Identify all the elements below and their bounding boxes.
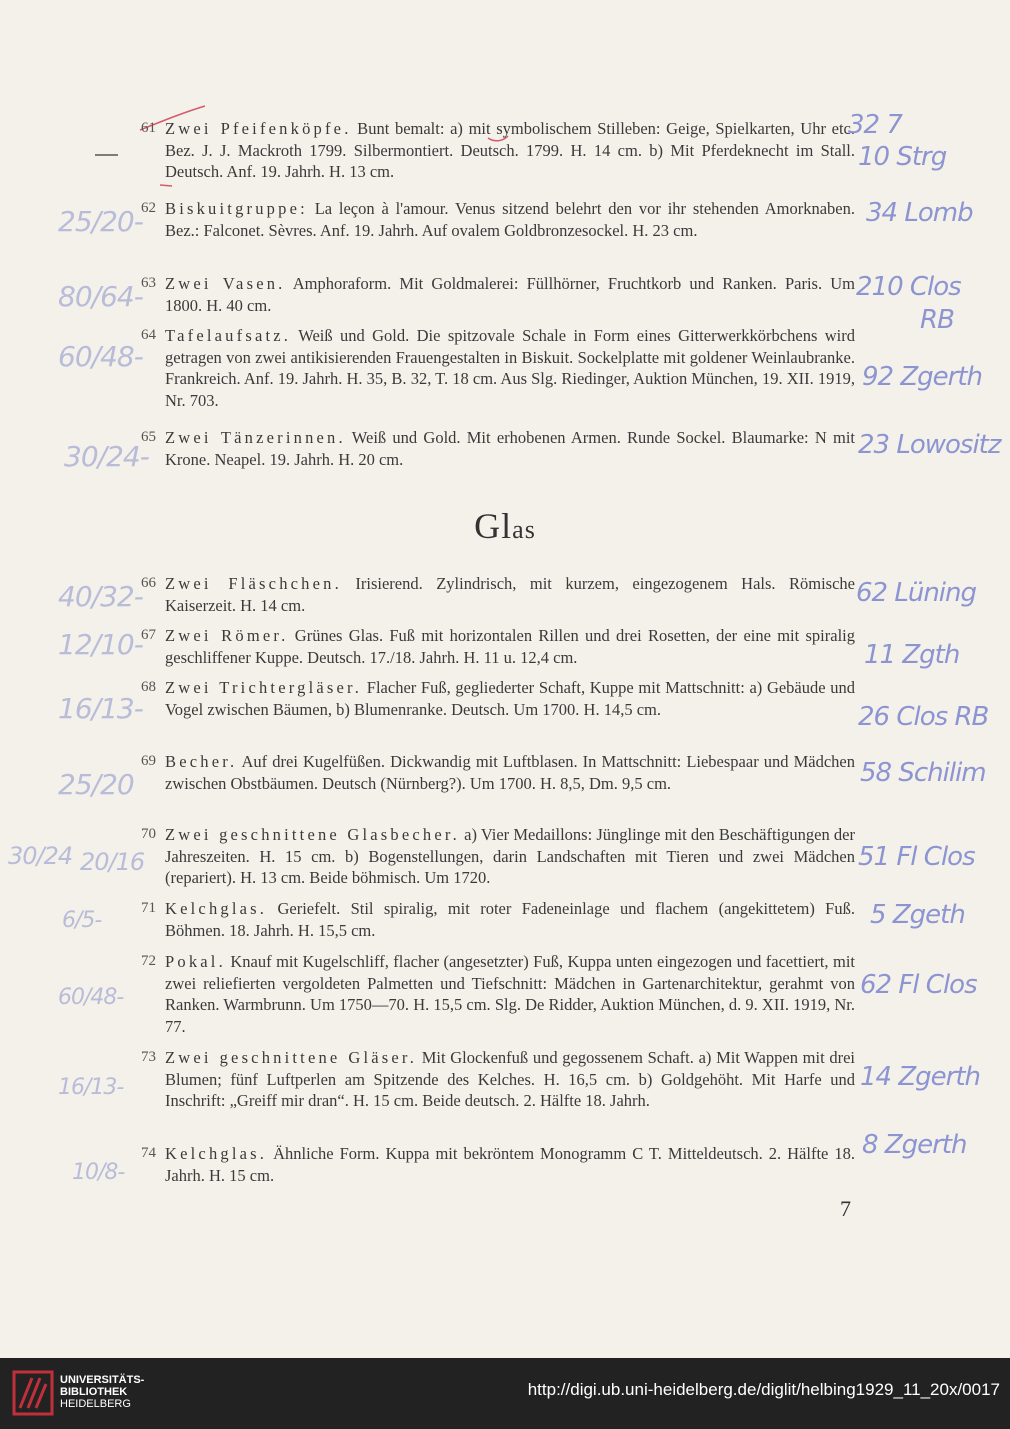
margin-note-right: 26 Clos RB (858, 702, 989, 732)
entry-text: Ähnliche Form. Kuppa mit bekröntem Monogramm C T. Mitteldeutsch. 2. Hälfte 18. Jahrh. H. 15 cm. (165, 1144, 855, 1185)
margin-note-left: 80/64- (58, 280, 143, 313)
entry-65 (141, 427, 855, 470)
entry-text: Weiß und Gold. Die spitzovale Schale in Form eines Gitterwerkkörbchens wird getragen von zwei antikisierenden Frauengestalten in Biskuit. Sockelplatte mit goldener Weinlaubranke. Frankreich. Anf. 19. Jahrh. H. 35, B. 32, T. 18 cm. Aus Slg. Riedinger, Auktion München, 19. XII. 1919, Nr. 703. (165, 326, 855, 410)
margin-note-left: 16/13- (58, 1075, 124, 1100)
entry-number: 68 (141, 679, 156, 695)
margin-note-left: 30/24- (64, 440, 149, 473)
entry-73 (141, 1047, 855, 1112)
entry-title: Zwei Trichtergläser. (165, 678, 363, 697)
entry-66 (141, 573, 855, 616)
entry-61 (141, 118, 855, 183)
margin-note-left: 25/20 (58, 768, 134, 801)
entry-title: Tafelaufsatz. (165, 326, 292, 345)
entry-text: Mit Glockenfuß und gegossenem Schaft. a) Mit Wappen mit drei Blumen; fünf Luftperlen am Spitzende des Kelches. H. 16,5 cm. b) Goldgehöht. Mit Harfe und Inschrift: „Greiff mir dran“. H. 15 cm. Beide deutsch. 2. Hälfte 18. Jahrh. (165, 1048, 855, 1110)
margin-note-left: 60/48- (58, 985, 124, 1010)
entry-text: Irisierend. Zylindrisch, mit kurzem, eingezogenem Hals. Römische Kaiserzeit. H. 14 cm. (165, 574, 855, 615)
entry-text: a) Vier Medaillons: Jünglinge mit den Beschäftigungen der Jahreszeiten. H. 15 cm. b) Bogenstellungen, darin Landschaften mit Tieren und zwei Mädchen (repariert). H. 13 cm. Beide böhmisch. Um 1720. (165, 825, 855, 887)
entry-text: Flacher Fuß, gegliederter Schaft, Kuppe mit Mattschnitt: a) Gebäude und Vogel zwischen Bäumen, b) Blumenranke. Deutsch. Um 1700. H. 14,5 cm. (165, 678, 855, 719)
entry-63 (141, 273, 855, 316)
entry-title: Zwei Vasen. (165, 274, 286, 293)
viewer-footer (0, 1358, 1010, 1429)
margin-note-left: 25/20- (58, 205, 143, 238)
margin-note-right: RB (920, 305, 954, 335)
margin-note-right: 51 Fl Clos (858, 842, 975, 872)
entry-number: 61 (141, 120, 156, 136)
library-name: UNIVERSITÄTS- BIBLIOTHEK HEIDELBERG (60, 1374, 145, 1410)
entry-70 (141, 824, 855, 889)
entry-title: Zwei Fläschchen. (165, 574, 342, 593)
margin-note-right: 5 Zgeth (870, 900, 965, 930)
page-number: 7 (840, 1196, 851, 1221)
entry-number: 64 (141, 327, 156, 343)
margin-note-right: 62 Fl Clos (860, 970, 977, 1000)
entry-title: Kelchglas. (165, 899, 268, 918)
entry-number: 71 (141, 900, 156, 916)
section-heading (0, 505, 1010, 547)
entry-67 (141, 625, 855, 668)
margin-note-left: 16/13- (58, 692, 143, 725)
margin-note-left: 12/10- (58, 628, 143, 661)
entry-text: Knauf mit Kugelschliff, flacher (angesetzter) Fuß, Kuppa unten eingezogen und facettiert, mit zwei reliefierten vergoldeten Palmetten und Tiefschnitt: Mädchen in Gartenarchitektur, gerahmt von Ranken. Warmbrunn. Um 1750—70. H. 15,5 cm. Slg. De Ridder, Auktion München, d. 9. XII. 1919, Nr. 77. (165, 952, 855, 1036)
entry-title: Becher. (165, 752, 238, 771)
margin-note-right: 10 Strg (858, 142, 947, 172)
entry-64 (141, 325, 855, 411)
margin-note-right: 8 Zgerth (862, 1130, 967, 1160)
entry-number: 73 (141, 1049, 156, 1065)
entry-74 (141, 1143, 855, 1186)
margin-note-right: 32 7 (848, 110, 902, 140)
margin-note-right: 14 Zgerth (860, 1062, 981, 1092)
margin-note-left: 40/32- (58, 580, 143, 613)
entry-number: 63 (141, 275, 156, 291)
entry-number: 74 (141, 1145, 156, 1161)
margin-note-left: 20/16 (80, 848, 145, 876)
entry-text: Weiß und Gold. Mit erhobenen Armen. Runde Sockel. Blaumarke: N mit Krone. Neapel. 19. Jahrh. H. 20 cm. (165, 428, 855, 469)
entry-title: Kelchglas. (165, 1144, 268, 1163)
margin-note-left: 60/48- (58, 340, 143, 373)
margin-note-right: 92 Zgerth (862, 362, 983, 392)
margin-note-right: 210 Clos (856, 272, 961, 302)
entry-72 (141, 951, 855, 1037)
entry-text: Auf drei Kugelfüßen. Dickwandig mit Luftblasen. In Mattschnitt: Liebespaar und Mädchen zwischen Obstbäumen. Deutsch (Nürnberg?). Um 1700. H. 8,5, Dm. 9,5 cm. (165, 752, 855, 793)
entry-title: Zwei Römer. (165, 626, 289, 645)
entry-title: Zwei geschnittene Glasbecher. (165, 825, 460, 844)
margin-note-right: 11 Zgth (864, 640, 960, 670)
entry-text: Geriefelt. Stil spiralig, mit roter Fadeneinlage und flachem (angekittetem) Fuß. Böhmen. 18. Jahrh. H. 15,5 cm. (165, 899, 855, 940)
entry-title: Zwei Pfeifenköpfe. (165, 119, 352, 138)
entry-text: La leçon à l'amour. Venus sitzend belehrt den vor ihr stehenden Amorknaben. Bez.: Falconet. Sèvres. Anf. 19. Jahrh. Auf ovalem Goldbronzesockel. H. 23 cm. (165, 199, 855, 240)
entry-62 (141, 198, 855, 241)
entry-number: 72 (141, 953, 156, 969)
entry-title: Zwei Tänzerinnen. (165, 428, 346, 447)
heading-small: as (512, 515, 536, 544)
margin-note-left: 10/8- (72, 1160, 125, 1185)
entry-title: Pokal. (165, 952, 226, 971)
entry-71 (141, 898, 855, 941)
entry-text: Amphoraform. Mit Goldmalerei: Füllhörner, Fruchtkorb und Ranken. Paris. Um 1800. H. 40 cm. (165, 274, 855, 315)
entry-text: Grünes Glas. Fuß mit horizontalen Rillen und drei Rosetten, der eine mit spiralig geschliffener Kuppe. Deutsch. 17./18. Jahrh. H. 11 u. 12,4 cm. (165, 626, 855, 667)
margin-note-right: 58 Schilim (860, 758, 986, 788)
heading-main: Gl (474, 506, 513, 546)
entry-text: Bunt bemalt: a) mit symbolischem Stilleben: Geige, Spielkarten, Uhr etc. Bez. J. J. Mackroth 1799. Silbermontiert. Deutsch. 1799. H. 14 cm. b) Mit Pferdeknecht im Stall. Deutsch. Anf. 19. Jahrh. H. 13 cm. (165, 119, 855, 181)
margin-note-right: 34 Lomb (866, 198, 973, 228)
margin-note-right: 23 Lowositz (858, 430, 1001, 460)
entry-title: Biskuitgruppe: (165, 199, 308, 218)
entry-69 (141, 751, 855, 794)
entry-number: 62 (141, 200, 156, 216)
margin-note-right: 62 Lüning (856, 578, 976, 608)
entry-number: 66 (141, 575, 156, 591)
permalink-url[interactable]: http://digi.ub.uni-heidelberg.de/diglit/helbing1929_11_20x/0017 (527, 1380, 1000, 1399)
entry-number: 69 (141, 753, 156, 769)
library-logo-icon (12, 1370, 54, 1416)
margin-note-left: 30/24 (8, 842, 73, 870)
entry-title: Zwei geschnittene Gläser. (165, 1048, 418, 1067)
entry-68 (141, 677, 855, 720)
entry-number: 70 (141, 826, 156, 842)
entry-number: 67 (141, 627, 156, 643)
entry-number: 65 (141, 429, 156, 445)
margin-note-left: 6/5- (62, 908, 102, 933)
